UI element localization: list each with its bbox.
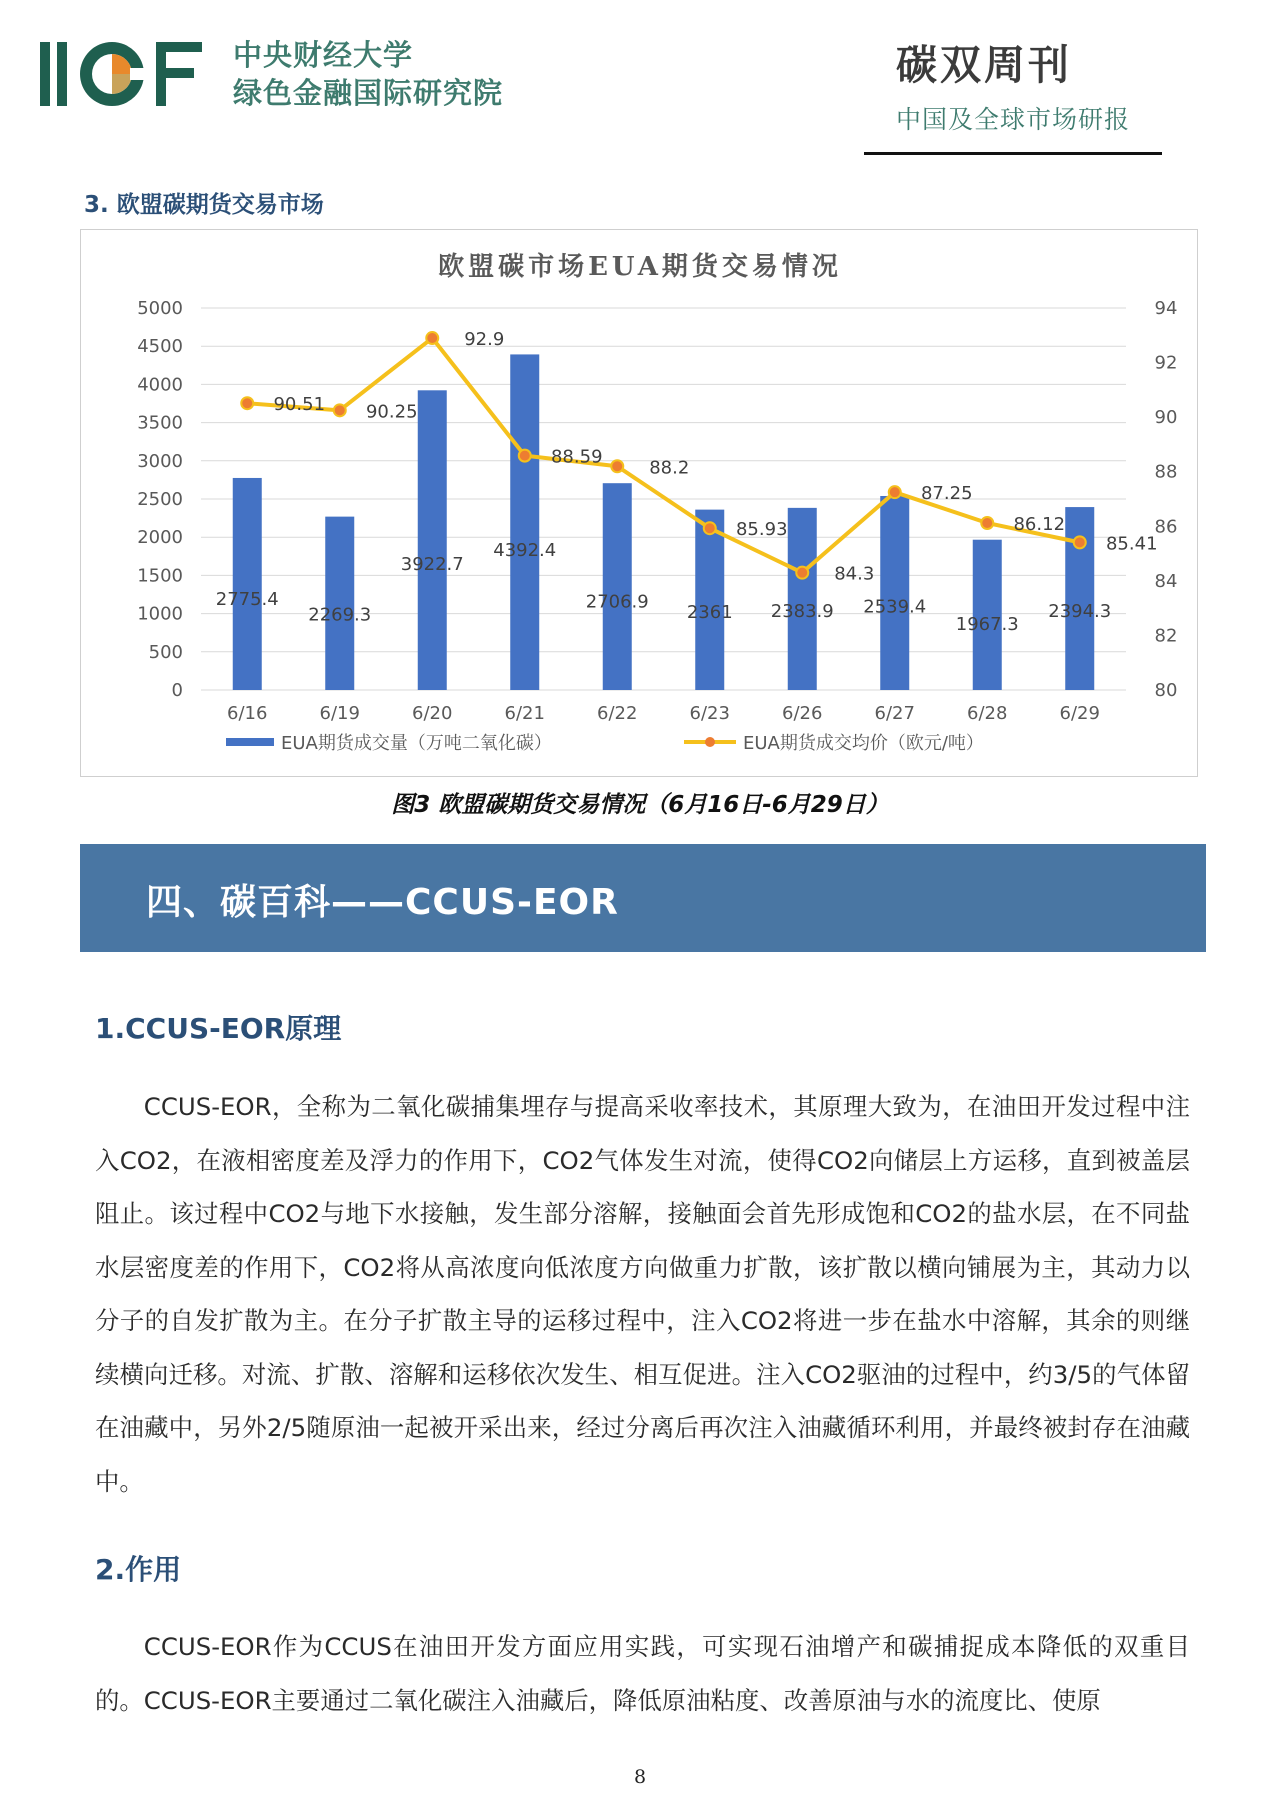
legend-swatch-price-marker bbox=[705, 737, 715, 747]
section-title: 3. 欧盟碳期货交易市场 bbox=[84, 192, 324, 218]
y-left-tick-label: 1500 bbox=[137, 565, 183, 587]
legend-label-volume: EUA期货成交量（万吨二氧化碳） bbox=[281, 733, 552, 754]
iigf-logo bbox=[40, 38, 210, 110]
price-point bbox=[241, 397, 253, 409]
volume-data-label: 2539.4 bbox=[863, 596, 927, 618]
eua-chart-svg bbox=[81, 230, 1199, 778]
price-data-label: 92.9 bbox=[464, 329, 505, 351]
price-data-label: 86.12 bbox=[1013, 514, 1066, 536]
volume-data-label: 4392.4 bbox=[493, 539, 557, 561]
y-left-tick-label: 1000 bbox=[137, 603, 183, 625]
volume-bar bbox=[418, 390, 447, 690]
publication-title: 碳双周刊 bbox=[896, 41, 1072, 89]
y-left-tick-label: 2000 bbox=[137, 527, 183, 549]
legend-swatch-volume bbox=[226, 738, 274, 746]
price-point bbox=[334, 404, 346, 416]
volume-data-label: 2383.9 bbox=[770, 601, 834, 623]
volume-data-label: 3922.7 bbox=[400, 554, 464, 576]
x-tick-label: 6/20 bbox=[412, 703, 453, 724]
price-data-label: 87.25 bbox=[920, 483, 973, 505]
x-tick-label: 6/23 bbox=[689, 703, 730, 724]
paragraph-role: CCUS-EOR作为CCUS在油田开发方面应用实践，可实现石油增产和碳捕捉成本降低的双重目的。CCUS-EOR主要通过二氧化碳注入油藏后，降低原油粘度、改善原油与水的流度比、使原 bbox=[95, 1632, 1190, 1715]
y-left-tick-label: 3000 bbox=[137, 450, 183, 472]
org-name bbox=[233, 36, 503, 112]
price-data-label: 85.41 bbox=[1105, 533, 1158, 555]
chart-title: 欧盟碳市场EUA期货交易情况 bbox=[438, 252, 842, 282]
price-point bbox=[889, 486, 901, 498]
org-name-line1: 中央财经大学 bbox=[233, 38, 414, 72]
volume-bar bbox=[233, 478, 262, 690]
price-point bbox=[796, 567, 808, 579]
price-point bbox=[519, 450, 531, 462]
price-data-label: 90.51 bbox=[273, 394, 326, 416]
price-point bbox=[981, 517, 993, 529]
y-left-tick-label: 2500 bbox=[137, 489, 183, 510]
y-left-tick-label: 500 bbox=[148, 641, 183, 663]
heading-principle: 1.CCUS-EOR原理 bbox=[95, 1012, 342, 1045]
eua-chart bbox=[80, 229, 1198, 777]
y-right-tick-label: 94 bbox=[1154, 298, 1178, 319]
y-right-tick-label: 80 bbox=[1154, 680, 1178, 701]
price-data-label: 84.3 bbox=[834, 563, 875, 585]
price-point bbox=[704, 522, 716, 534]
x-tick-label: 6/19 bbox=[319, 703, 360, 724]
price-point bbox=[426, 332, 438, 344]
volume-data-label: 2706.9 bbox=[585, 591, 649, 613]
y-left-tick-label: 4500 bbox=[137, 336, 183, 358]
org-name-line2: 绿色金融国际研究院 bbox=[233, 76, 504, 110]
section-banner bbox=[80, 844, 1206, 952]
publication-subtitle: 中国及全球市场研报 bbox=[896, 105, 1131, 134]
y-right-tick-label: 86 bbox=[1154, 516, 1178, 538]
legend-label-price: EUA期货成交均价（欧元/吨） bbox=[743, 733, 984, 754]
y-right-tick-label: 90 bbox=[1154, 407, 1178, 429]
paragraph-principle: CCUS-EOR，全称为二氧化碳捕集埋存与提高采收率技术，其原理大致为，在油田开发过程中注入CO2，在液相密度差及浮力的作用下，CO2气体发生对流，使得CO2向储层上方运移，直到被盖层阻止。该过程中CO2与地下水接触，发生部分溶解，接触面会首先形成饱和CO2的盐水层，在不同盐水层密度差的作用下，CO2将从高浓度向低浓度方向做重力扩散，该扩散以横向铺展为主，其动力以分子的自发扩散为主。在分子扩散主导的运移过程中，注入CO2将进一步在盐水中溶解，其余的则继续横向迁移。对流、扩散、溶解和运移依次发生、相互促进。注入CO2驱油的过程中，约3/5的气体留在油藏中，另外2/5随原油一起被开采出来，经过分离后再次注入油藏循环利用，并最终被封存在油藏中。 bbox=[95, 1092, 1190, 1496]
y-left-tick-label: 0 bbox=[171, 680, 183, 701]
price-data-label: 88.59 bbox=[550, 446, 603, 468]
x-tick-label: 6/28 bbox=[967, 703, 1008, 724]
volume-data-label: 2361 bbox=[686, 601, 733, 623]
volume-data-label: 2775.4 bbox=[215, 589, 279, 611]
x-tick-label: 6/22 bbox=[597, 703, 638, 724]
header-divider bbox=[864, 152, 1162, 155]
price-point bbox=[611, 460, 623, 472]
volume-data-label: 2269.3 bbox=[308, 604, 372, 626]
volume-bar bbox=[1065, 507, 1094, 690]
volume-bar bbox=[695, 510, 724, 690]
y-right-tick-label: 84 bbox=[1154, 570, 1178, 592]
x-tick-label: 6/21 bbox=[504, 703, 545, 724]
price-point bbox=[1074, 536, 1086, 548]
figure-caption: 图3 欧盟碳期货交易情况（6月16日-6月29日） bbox=[391, 792, 889, 818]
volume-bar bbox=[880, 496, 909, 690]
y-left-tick-label: 4000 bbox=[137, 374, 183, 396]
x-tick-label: 6/27 bbox=[874, 703, 915, 724]
price-data-label: 88.2 bbox=[649, 457, 690, 479]
banner-title: 四、碳百科——CCUS-EOR bbox=[146, 882, 619, 923]
volume-data-label: 2394.3 bbox=[1048, 600, 1112, 622]
price-data-label: 85.93 bbox=[735, 519, 788, 541]
y-right-tick-label: 88 bbox=[1154, 461, 1178, 483]
x-tick-label: 6/26 bbox=[782, 703, 823, 724]
y-right-tick-label: 92 bbox=[1154, 352, 1178, 374]
y-left-tick-label: 5000 bbox=[137, 298, 183, 319]
x-tick-label: 6/29 bbox=[1059, 703, 1100, 724]
volume-bar bbox=[325, 517, 354, 690]
volume-bar bbox=[788, 508, 817, 690]
page-number: 8 bbox=[633, 1766, 647, 1788]
y-right-tick-label: 82 bbox=[1154, 625, 1178, 647]
volume-data-label: 1967.3 bbox=[955, 613, 1019, 635]
volume-bar bbox=[510, 354, 539, 690]
heading-role: 2.作用 bbox=[95, 1553, 182, 1586]
y-left-tick-label: 3500 bbox=[137, 412, 183, 434]
x-tick-label: 6/16 bbox=[227, 703, 268, 724]
price-data-label: 90.25 bbox=[365, 401, 418, 423]
volume-bar bbox=[603, 483, 632, 690]
